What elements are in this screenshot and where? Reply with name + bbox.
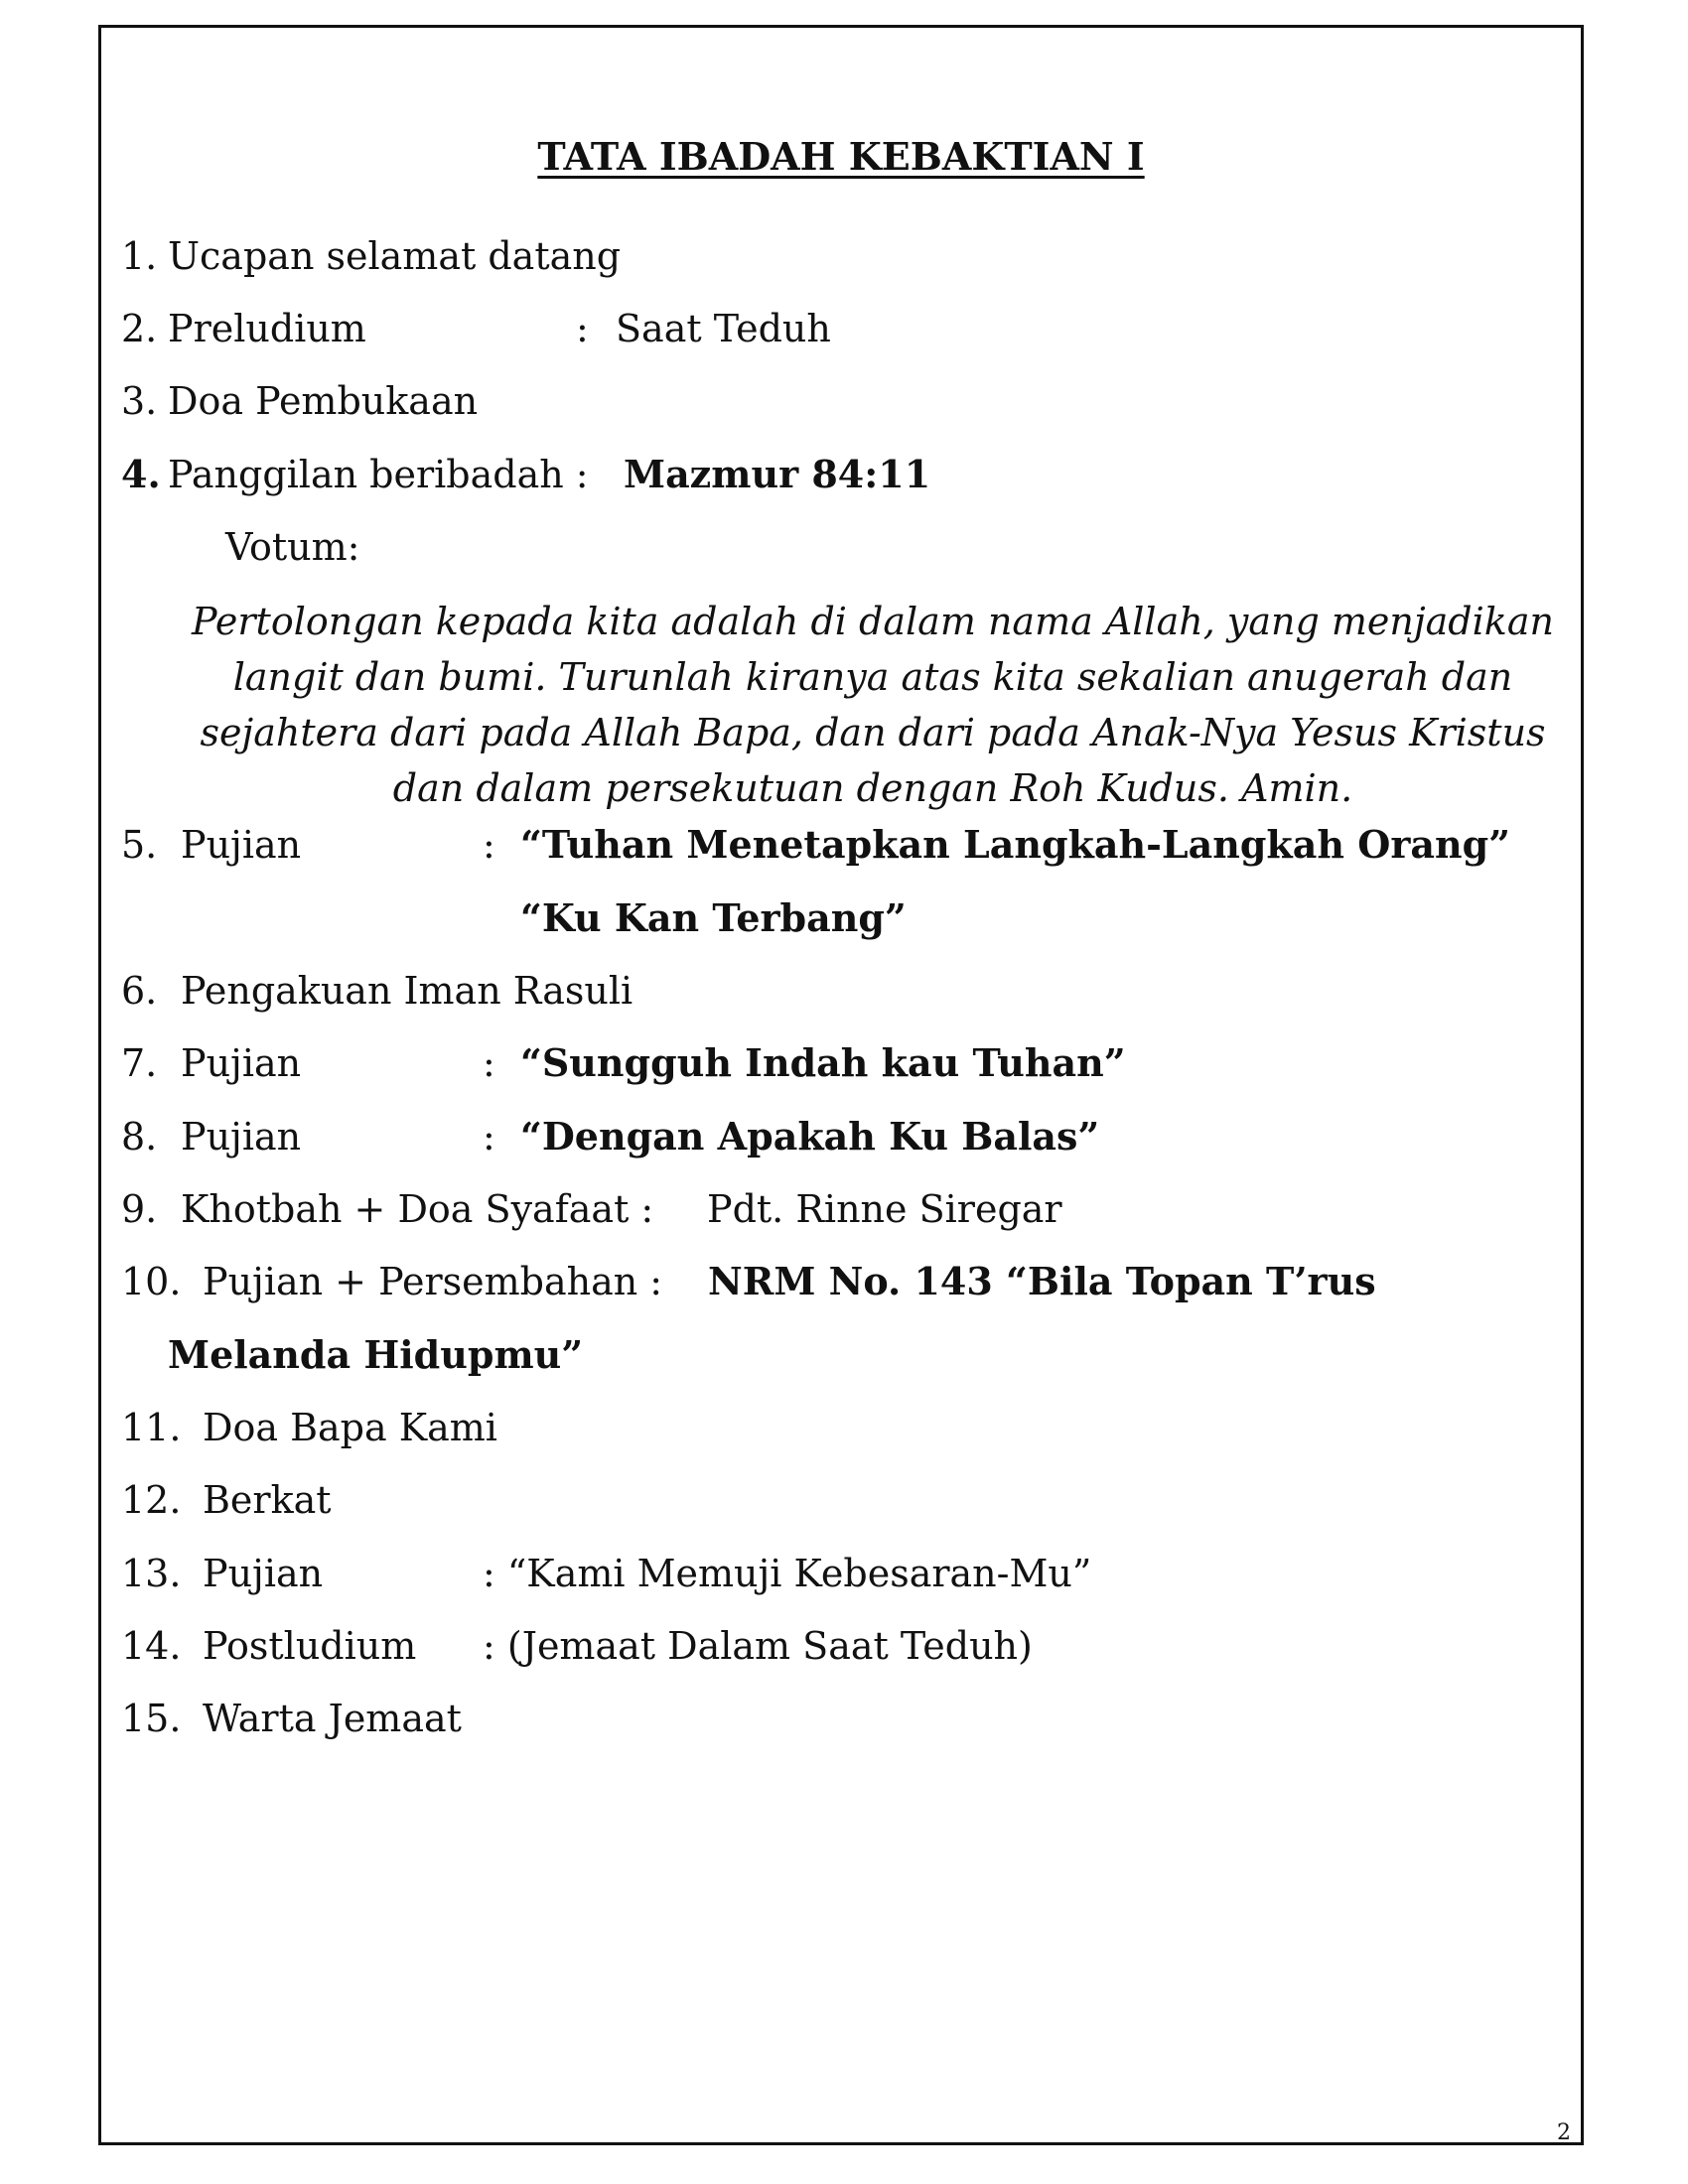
item-number: 1. xyxy=(121,234,158,278)
item-number: 8. xyxy=(121,1115,158,1159)
item-number: 15. xyxy=(121,1697,182,1740)
item-number: 4. xyxy=(121,452,161,496)
item-value: Saat Teduh xyxy=(616,307,831,350)
item-label: Berkat xyxy=(203,1478,332,1522)
item-number: 11. xyxy=(121,1406,182,1449)
item-value: Pdt. Rinne Siregar xyxy=(707,1187,1062,1231)
item-number: 6. xyxy=(121,969,158,1013)
item-label: Pengakuan Iman Rasuli xyxy=(181,969,633,1013)
item-label: Pujian xyxy=(181,1115,302,1159)
item-value: Melanda Hidupmu” xyxy=(168,1332,584,1377)
item-number: 12. xyxy=(121,1478,182,1522)
item-number: 7. xyxy=(121,1041,158,1085)
item-label: Postludium xyxy=(203,1624,417,1668)
item-separator: : xyxy=(483,1115,495,1159)
item-value: “Ku Kan Terbang” xyxy=(520,895,907,940)
item-label: Khotbah + Doa Syafaat : xyxy=(181,1187,654,1231)
document-title: TATA IBADAH KEBAKTIAN I xyxy=(537,134,1145,179)
item-label: Doa Bapa Kami xyxy=(203,1406,497,1449)
item-value: “Dengan Apakah Ku Balas” xyxy=(520,1114,1100,1159)
item-label: Pujian xyxy=(181,823,302,867)
item-separator: : xyxy=(483,823,495,867)
item-label: Preludium xyxy=(168,307,366,350)
item-label: Ucapan selamat datang xyxy=(168,234,622,278)
item-number: 2. xyxy=(121,307,158,350)
item-value: NRM No. 143 “Bila Topan T’rus xyxy=(708,1259,1376,1303)
item-value: “Sungguh Indah kau Tuhan” xyxy=(520,1040,1126,1085)
item-label: Doa Pembukaan xyxy=(168,379,479,423)
item-label: Pujian xyxy=(203,1552,324,1595)
item-number: 3. xyxy=(121,379,158,423)
votum-text: Pertolongan kepada kita adalah di dalam nama Allah, yang menjadikan langit dan bumi. Turunlah kiranya atas kita sekalian anugerah dan sejahtera dari pada Allah Bapa, dan dari pada Anak-Nya Yesus Kristus dan dalam persekutuan dengan Roh Kudus. Amin. xyxy=(192,600,1554,810)
item-value: : “Kami Memuji Kebesaran-Mu” xyxy=(483,1552,1092,1595)
item-value: “Tuhan Menetapkan Langkah-Langkah Orang” xyxy=(520,822,1511,867)
item-label: Pujian + Persembahan : xyxy=(203,1260,663,1303)
item-label: Warta Jemaat xyxy=(203,1697,462,1740)
item-number: 14. xyxy=(121,1624,182,1668)
page-number: 2 xyxy=(1557,2120,1571,2145)
item-number: 5. xyxy=(121,823,158,867)
item-label: Pujian xyxy=(181,1041,302,1085)
item-value: Mazmur 84:11 xyxy=(624,452,931,496)
item-number: 10. xyxy=(121,1260,182,1303)
item-separator: : xyxy=(483,1041,495,1085)
item-number: 13. xyxy=(121,1552,182,1595)
item-number: 9. xyxy=(121,1187,158,1231)
item-value: : (Jemaat Dalam Saat Teduh) xyxy=(483,1624,1033,1668)
item-separator: : xyxy=(576,307,589,350)
item-label: Panggilan beribadah : xyxy=(168,453,589,496)
